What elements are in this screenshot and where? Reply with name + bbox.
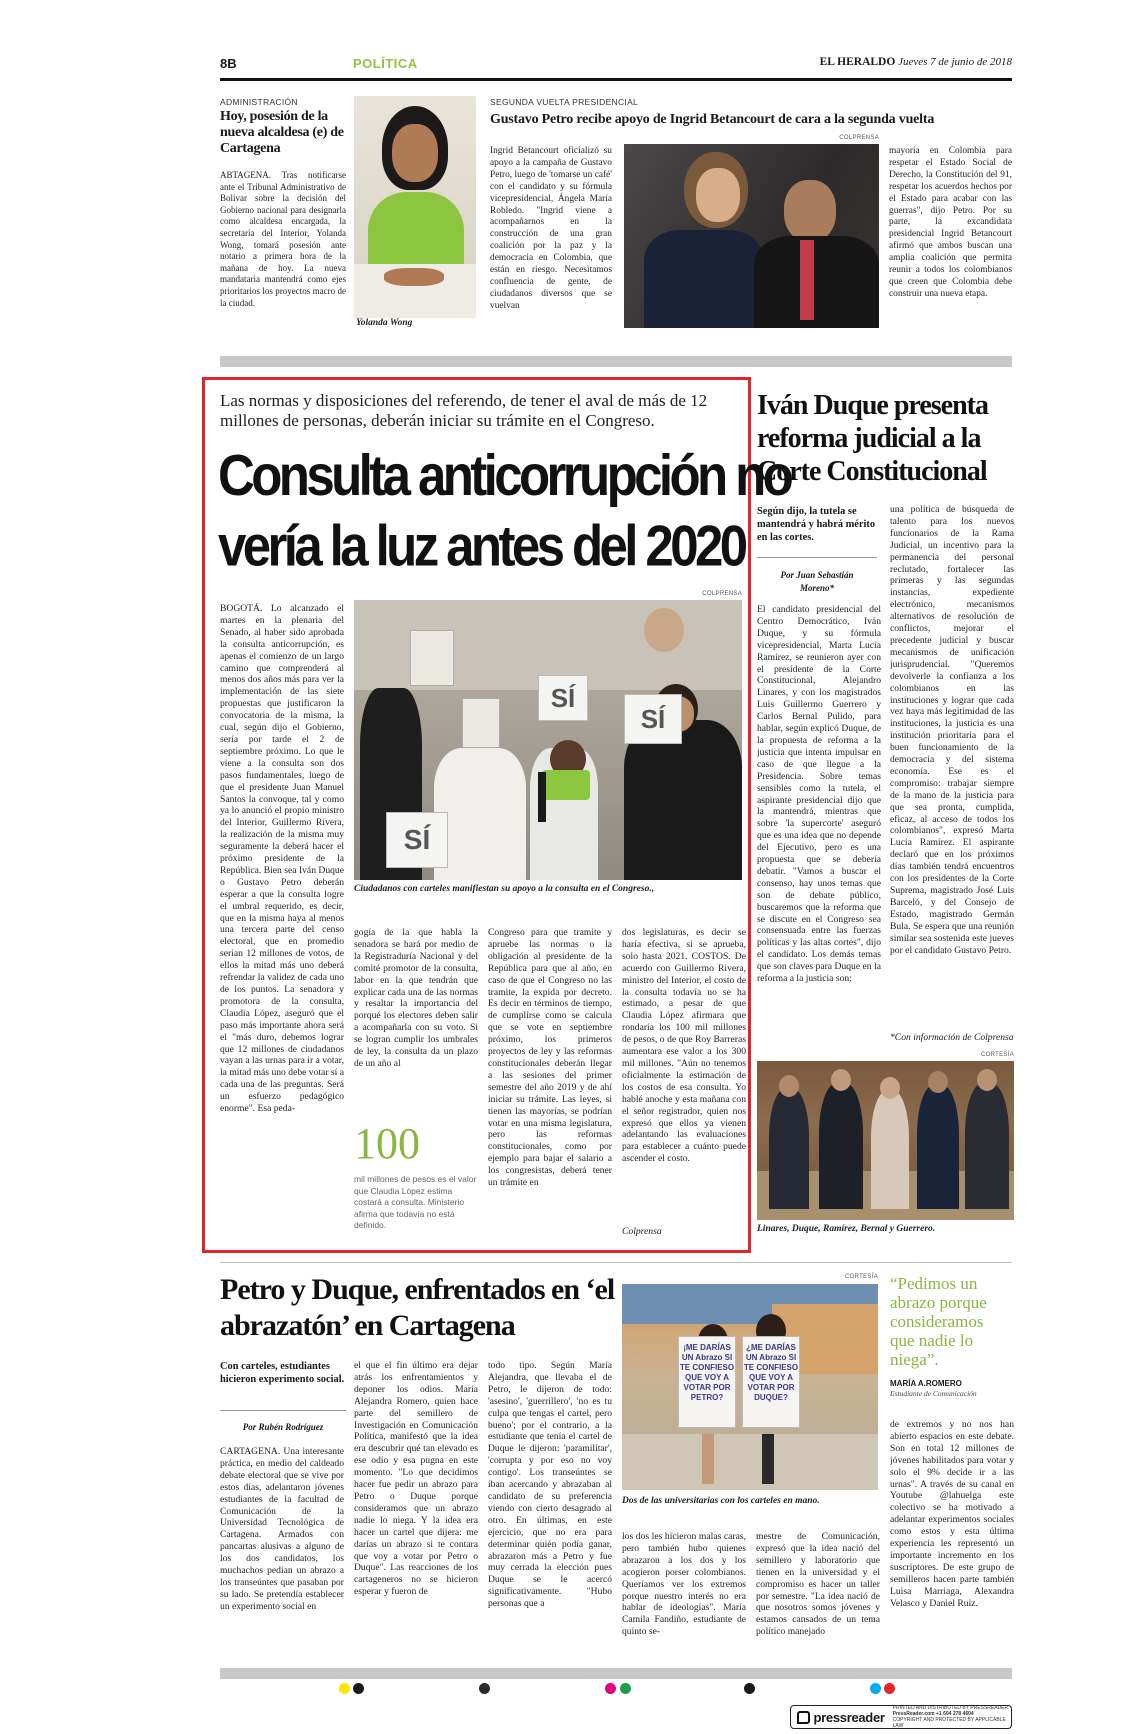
- petro-ingrid-col2: mayoría en Colombia para respetar el Estado Social de Derecho, la Constitución del 91, respetar los acuerdos hechos por el Estado para acabar con las guerras", dijo Petro. Por su parte, la excandidata presidencial Ingrid Betancourt afirmó que ambos buscan una amplia coalición que permita reunir a todos los colombianos que creen que Colombia debe construir una nueva etapa.: [889, 146, 1012, 299]
- print-mark-cyan: [870, 1683, 881, 1694]
- quote-author: MARÍA A.ROMERO: [890, 1379, 962, 1388]
- duque-headline: Iván Duque presenta reforma judicial a la Corte Constitucional: [757, 390, 988, 487]
- abrazaton-col3: todo tipo. Según María Alejandra, que llevaba el de Petro, le dijeron de todo: 'asesino', 'guerrillero', 'no es tu culpa que tengas el cartel, pero bueno'; por el contrario, a la estudiante que tenía el cartel de Duque le dijeron: 'paramilitar', 'corrupta y por eso no voy contigo'. Los transeúntes se iban acercando y abrazaban al candidato de su preferencia viendo con cierto desagrado al otro. En últimas, en este ejercicio, que no era para determinar quién podía ganar, abrazaron más a Petro y fue muy cerrada la elección pues Duque se le acercó significativamente. "Hubo personas que a: [488, 1360, 612, 1610]
- yolanda-wong-photo: [354, 96, 476, 318]
- fine-print-2: PressReader.com +1 604 278 4604: [892, 1711, 974, 1717]
- pressreader-logo-icon: [797, 1711, 810, 1724]
- si-sign-bottom: SÍ: [386, 812, 448, 868]
- abrazaton-col1: CARTAGENA. Una interesante práctica, en medio del caldeado debate electoral que se vive por estos días, adelantaron jóvenes estudiantes de la facultad de Comunicación de la Universidad Tecnológica de Cartagena. Armados con pancartas alusivas a alguno de los dos candidatos, los muchachos pedían un abrazo a los transeúntes que pasaban por su lado. Se pretendía establecer un experimento social en: [220, 1446, 344, 1612]
- petro-ingrid-photo: [624, 144, 879, 328]
- stat-number: 100: [354, 1119, 420, 1168]
- petro-ingrid-col1: Ingrid Betancourt oficializó su apoyo a la campaña de Gustavo Petro, luego de 'tomarse un café' con el candidato y su fórmula vicepresidencial, Ángela María Robledo. "Ingrid viene a acompañarnos en la construcción de una gran coalición por la paz y la democracia en Colombia, que están en riesgo. Necesitamos confluencia de gente, de ciudadanos diversos que se vuelvan: [490, 146, 612, 311]
- print-mark-yellow: [339, 1683, 350, 1694]
- fine-print-3: COPYRIGHT AND PROTECTED BY APPLICABLE LAW: [892, 1717, 1006, 1729]
- petro-ingrid-headline: Gustavo Petro recibe apoyo de Ingrid Betancourt de cara a la segunda vuelta: [490, 112, 935, 127]
- issue-date: Jueves 7 de junio de 2018: [898, 56, 1012, 68]
- duque-hug-sign: ¿ME DARÍAS UN Abrazo SI TE CONFIESO QUE VOY A VOTAR POR DUQUE?: [742, 1336, 800, 1428]
- pressreader-badge[interactable]: [790, 1705, 1012, 1729]
- duque-byline-rule: [757, 557, 877, 558]
- duque-subhead: Según dijo, la tutela se mantendrá y habrá mérito en las cortes.: [757, 506, 876, 543]
- abrazaton-byline-rule: [220, 1410, 346, 1411]
- print-mark-green: [620, 1683, 631, 1694]
- abrazaton-photo-caption: Dos de las universitarias con los carteles en mano.: [622, 1496, 820, 1506]
- newspaper-name: EL HERALDO: [819, 56, 896, 68]
- pressreader-fine-print: [893, 1705, 1011, 1729]
- duque-col2: una política de búsqueda de talento para los nuevos funcionarios de la Rama Judicial, un incentivo para la permanencia del personal reclutado, fortalecer las primeras y las segundas instancias, expediente electrónico, mecanismos alternativos de resolución de conflictos, mejorar el precedente judicial y buscar mecanismos de unificación jurisprudencial. "Queremos devolverle la confianza a los colombianos en las instituciones y lograr que cada vez haya más legitimidad de las instituciones, la justicia es una institución prioritaria para el buen funcionamiento de la democracia y del sistema economía. Ese es el compromiso: trabajar siempre de la mano de la justicia para que sea pronta, cumplida, eficaz, al acceso de todos los colombianos", expresó Marta Lucía Ramírez. El aspirante declaró que en los próximos días también tendrá encuentros con los presidentes de la Corte Suprema, magistrado José Luis Barceló, y del Consejo de Estado, magistrado Germán Bula. Se espera que una reunión similar sea sostenida este jueves por el candidato Gustavo Petro.: [890, 504, 1014, 956]
- alcaldesa-body: ABTAGENA. Tras notificarse ante el Tribunal Administrativo de Bolívar sobre la decisión del Gobierno nacional para designarla como alcaldesa encargada, la secretaria del Interior, Yolanda Wong, tomará posesión ante notario a primera hora de la mañana de hoy. La nueva mandataria mantendrá como ejes prioritarios los proyectos macro de la ciudad.: [220, 170, 346, 308]
- alcaldesa-kicker: ADMINISTRACIÓN: [220, 97, 298, 107]
- consulta-col2: gogía de la que habla la senadora se hará por medio de la Registraduría Nacional y del comité promotor de la consulta, labor en la que tendrán que explicar cada una de las normas y resaltar la importancia del porqué los electores deben salir a acompañarla con su voto. Si se logran cumplir los umbrales de ley, la consulta da un plazo de un año al: [354, 927, 478, 1069]
- consulta-headline-line1: Consulta anticorrupción no: [218, 443, 791, 508]
- print-mark-magenta: [605, 1683, 616, 1694]
- abrazaton-col4: los dos les hicieron malas caras, pero también hubo quienes abrazaron a los dos y los acogieron porser colombianos. Queríamos ver los extremos porque nuestro interés no era hablar de ideologías". María Camila Fandiño, estudiante de quinto se-: [622, 1531, 746, 1638]
- si-sign-right: SÍ: [624, 694, 682, 744]
- abrazaton-top-rule: [220, 1262, 1012, 1263]
- petro-hug-sign: ¡ME DARÍAS UN Abrazo SI TE CONFIESO QUE VOY A VOTAR POR PETRO?: [678, 1336, 736, 1428]
- duque-byline: Por Juan Sebastián Moreno*: [780, 570, 854, 593]
- footer-registration-bar: [220, 1668, 1012, 1679]
- print-mark-red: [884, 1683, 895, 1694]
- consulta-signoff: Colprensa: [622, 1226, 662, 1237]
- page-number: 8B: [220, 56, 237, 71]
- duque-photo-credit: CORTESÍA: [981, 1052, 1014, 1058]
- section-divider-gray: [220, 356, 1012, 367]
- abrazaton-col5: mestre de Comunicación, expresó que la idea nació del semillero y laboratorio que tienen en la universidad y el compromiso es hacer un taller por semestre. "La idea nació de que nosotros somos jóvenes y estamos cansados de un tema político manejado: [756, 1531, 880, 1638]
- si-sign-top: SÍ: [538, 675, 588, 721]
- stat-text: mil millones de pesos es el valor que Claudia López estima costará a consulta. Ministerio afirma que todavía no está definido.: [354, 1174, 477, 1230]
- alcaldesa-headline: Hoy, posesión de la nueva alcaldesa (e) de Cartagena: [220, 109, 344, 156]
- fine-print-1: PRINTED AND DISTRIBUTED BY PRESSREADER: [892, 1705, 1009, 1711]
- consulta-photo-credit: COLPRENSA: [702, 591, 742, 597]
- petro-ingrid-photo-credit: COLPRENSA: [839, 135, 879, 141]
- abrazaton-photo-credit: CORTESÍA: [845, 1274, 878, 1280]
- duque-col1: El candidato presidencial del Centro Democrático, Iván Duque, y su fórmula vicepresidencial, Marta Lucía Ramírez, se reunieron ayer con el presidente de la Corte Constitucional, Alejandro Linares, y con los magistrados Luis Guillermo Guerrero y Carlos Bernal Pulido, para hablar, según explicó Duque, de la propuesta de reforma a la justicia que intenta impulsar en caso de que llegue a la Presidencia. Sobre temas sensibles como la tutela, el aspirante presidencial dijo que la mantendrá, mientras que sobre 'la supercorte' aseguró que es una idea que no depende del Ejecutivo, pero es una propuesta que se debería debatir. "Vamos a buscar el consenso, hay unos temas que son de debate público, buscaremos que la reforma que se discute en el Congreso sea consensuada entre las fuerzas políticas y las altas cortes", dijo el candidato. Los demás temas que son claves para Duque en la reforma a la justicia son:: [757, 604, 881, 985]
- consulta-deck: Las normas y disposiciones del referendo, de tener el aval de más de 12 millones de personas, deberán iniciar su trámite en el Congreso.: [220, 391, 708, 430]
- consulta-col1: BOGOTÁ. Lo alcanzado el martes en la plenaria del Senado, al haber sido aprobada la consulta anticorrupción, es apenas el comienzo de un largo camino que comprenderá al menos dos años más para ver la implementación de las siete propuestas que justificaron la convocatoria de la misma, la cual, según dijo el Gobierno, sería por tarde el 2 de septiembre próximo. Lo que le viene a la consulta son dos pasos fundamentales, luego de que el presidente Juan Manuel Santos la convoque, tal y como ya lo anunció el propio ministro del Interior, Guillermo Rivera, la realización de la misma muy seguramente la deberá hacer el próximo presidente de la República. Bien sea Iván Duque o Gustavo Petro deberán esperar a que la consulta logre el umbral requerido, es decir, que en la misma haya al menos una tercera parte del censo electoral, que en promedio serían 12 millones de votos, de ellos la mitad más uno deberá refrendar la validez de cada uno de los puntos. La senadora y promotora de la consulta, Claudia López, aseguró que el paso más importante ahora será el "más duro, debemos lograr que 12 millones de ciudadanos vayan a las urnas para ir a votar, la mitad más uno debe votar sí a cada una de las preguntas. Será un esfuerzo pedagógico enorme". Esa peda-: [220, 603, 344, 1115]
- abrazaton-col6: de extremos y no nos han abierto espacios en este debate. Son en total 12 millones de jóvenes habilitados para votar y solo el 9% decide ir a las urnas". A través de su canal en Youtube @lahuelga este colectivo se ha motivado a adelantar experimentos sociales como estos y esta última experiencia les representó un importante incremento en los suscriptores. De este grupo de semilleros hacen parte también Luisa Marriaga, Alexandra Velasco y Daniel Ruiz.: [890, 1419, 1014, 1609]
- yolanda-wong-caption: Yolanda Wong: [356, 318, 413, 328]
- duque-col2-info: *Con información de Colprensa: [890, 1032, 1014, 1043]
- abrazaton-col2: el que el fin último era dejar atrás los enfrentamientos y deponer los odios. María Alejandra Romero, quien hace parte del semillero de Investigación en Comunicación Política, manifestó que la idea era descubrir qué tan elevado es ese odio y esa pugna en este momento. "Lo que decidimos hacer fue pedir un abrazo para Petro o Duque porque consideramos que un abrazo nadie lo niega. Y la idea era hacer un cartel que dijera: me darías un abrazo si te contara que voy a votar por Petro o Duque". Las reacciones de los cartageneros no se hicieron esperar y fueron de: [354, 1360, 478, 1598]
- print-mark-black-1: [353, 1683, 364, 1694]
- consulta-headline-line2: vería la luz antes del 2020: [218, 513, 745, 578]
- pressreader-brand: pressreader: [813, 1709, 885, 1725]
- consulta-photo-caption: Ciudadanos con carteles manifiestan su apoyo a la consulta en el Congreso.,: [354, 884, 655, 894]
- print-mark-black-2: [479, 1683, 490, 1694]
- print-mark-black-3: [744, 1683, 755, 1694]
- abrazaton-pull-quote: “Pedimos un abrazo porque consideramos que nadie lo niega”.: [890, 1274, 987, 1369]
- consulta-col3: Congreso para que tramite y apruebe las normas o la obligación al presidente de la República para que al año, en caso de que el Congreso no las tramite, la expida por decreto. Es decir en términos de tiempo, de cumplirse como se calcula que se vote en septiembre próximo, los primeros proyectos de ley y las reformas constitucionales deberán llegar a las sesiones del primer semestre del año 2019 y de ahí iniciar su trámite. Las leyes, si tienen las mayorías, se podrían votar en una misma legislatura, pero las reformas constitucionales, como por ejemplo para bajar el salario a los congresistas, deberá tener un trámite en: [488, 927, 612, 1189]
- petro-ingrid-kicker: SEGUNDA VUELTA PRESIDENCIAL: [490, 97, 639, 107]
- duque-photo-caption: Linares, Duque, Ramírez, Bernal y Guerrero.: [757, 1224, 936, 1234]
- abrazaton-byline: Por Rubén Rodríguez: [242, 1422, 324, 1432]
- section-name: POLÍTICA: [353, 56, 418, 71]
- abrazaton-subhead: Con carteles, estudiantes hicieron experimento social.: [220, 1361, 345, 1385]
- masthead-date: [700, 56, 1012, 68]
- consulta-headline: [218, 440, 791, 581]
- quote-author-role: Estudiante de Comunicación: [890, 1389, 977, 1398]
- header-rule: [220, 78, 1012, 81]
- duque-corte-photo: [757, 1061, 1014, 1220]
- abrazaton-headline: Petro y Duque, enfrentados en ‘el abrazatón’ en Cartagena: [220, 1273, 615, 1342]
- consulta-col4: dos legislaturas, es decir se haría efectiva, si se aprueba, solo hasta 2021. COSTOS. De acuerdo con Guillermo Rivera, ministro del Interior, el costo de la consulta todavía no se ha estimado, a pesar de que Claudia López afirmara que rondaría los 100 mil millones de pesos, o de que Roy Barreras aumentara ese valor a los 300 mil millones. "Aún no tenemos oficialmente la estimación de los costos de esa consulta. Yo hablé anoche y esta mañana con el señor registrador, quien nos expresó que ellos ya vienen adelantando las evaluaciones para establecer a cuánto puede ascender el costo.: [622, 927, 746, 1165]
